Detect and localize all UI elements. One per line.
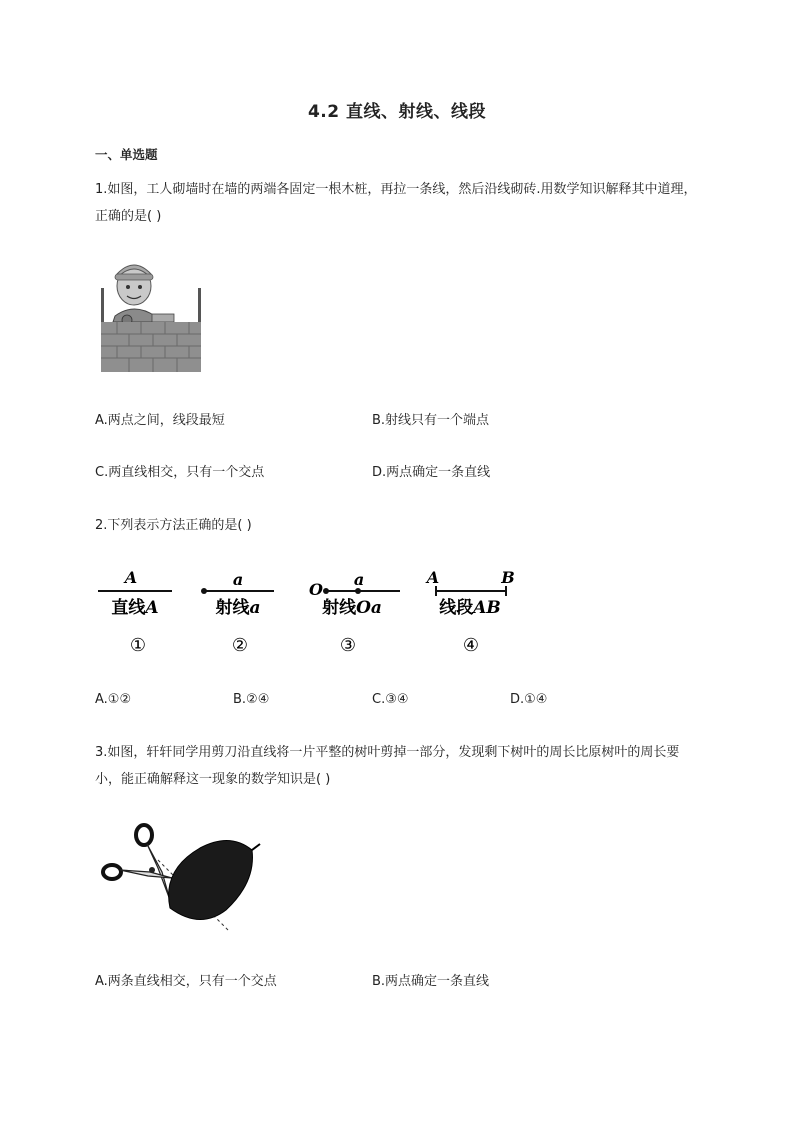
svg-text:线段AB	[439, 597, 501, 618]
figure-2-number: ②	[231, 635, 249, 656]
figure-2-caption-letter: a	[249, 598, 261, 618]
q1-option-b[interactable]: B.射线只有一个端点	[372, 413, 490, 428]
section-heading: 一、单选题	[95, 147, 158, 162]
q2-option-b[interactable]: B.②④	[233, 692, 270, 707]
figure-3-number: ③	[339, 635, 357, 656]
figure-1-caption: 直线	[111, 598, 146, 618]
q2-option-d[interactable]: D.①④	[510, 692, 548, 707]
question-1-stem: 1.如图，工人砌墙时在墙的两端各固定一根木桩，再拉一条线，然后沿线砌砖.用数学知识解释其中道理，正确的是( )	[95, 182, 697, 224]
svg-text:射线a	[215, 597, 260, 618]
question-3-stem: 3.如图，轩轩同学用剪刀沿直线将一片平整的树叶剪掉一部分，发现剩下树叶的周长比原树叶的周长要小，能正确解释这一现象的数学知识是( )	[95, 745, 680, 787]
figure-1-number: ①	[129, 635, 147, 656]
figure-3-caption: 射线	[322, 598, 357, 618]
figure-4-caption: 线段	[439, 598, 474, 618]
figure-3-left-label: O	[309, 580, 323, 599]
figure-4	[425, 568, 515, 656]
q1-option-d[interactable]: D.两点确定一条直线	[372, 465, 491, 480]
figure-4-left-label: A	[426, 568, 440, 587]
figure-3-top-label: a	[353, 570, 365, 589]
q2-option-a[interactable]: A.①②	[95, 692, 132, 707]
scissors-leaf-image	[100, 820, 265, 932]
page-title: 4.2 直线、射线、线段	[307, 102, 487, 122]
q1-option-c[interactable]: C.两直线相交，只有一个交点	[95, 465, 265, 480]
figure-1-top-label: A	[124, 568, 138, 587]
figure-1	[98, 568, 172, 656]
svg-text:射线Oa	[322, 597, 382, 618]
figure-3	[309, 570, 400, 656]
figure-4-right-label: B	[501, 568, 515, 587]
figure-3-caption-letter: Oa	[356, 598, 382, 618]
figure-2-caption: 射线	[215, 598, 250, 618]
figure-1-caption-letter: A	[145, 598, 159, 618]
q3-option-a[interactable]: A.两条直线相交，只有一个交点	[95, 974, 277, 989]
notation-figures	[90, 565, 530, 660]
question-2-stem: 2.下列表示方法正确的是( )	[95, 518, 252, 533]
worker-wall-image	[97, 258, 205, 374]
figure-2-top-label: a	[232, 570, 244, 589]
figure-2	[201, 570, 274, 656]
figure-4-caption-letter: AB	[473, 598, 501, 618]
q3-option-b[interactable]: B.两点确定一条直线	[372, 974, 490, 989]
figure-4-number: ④	[462, 635, 480, 656]
svg-text:直线A	[111, 597, 158, 618]
q2-option-c[interactable]: C.③④	[372, 692, 409, 707]
q1-option-a[interactable]: A.两点之间，线段最短	[95, 413, 225, 428]
